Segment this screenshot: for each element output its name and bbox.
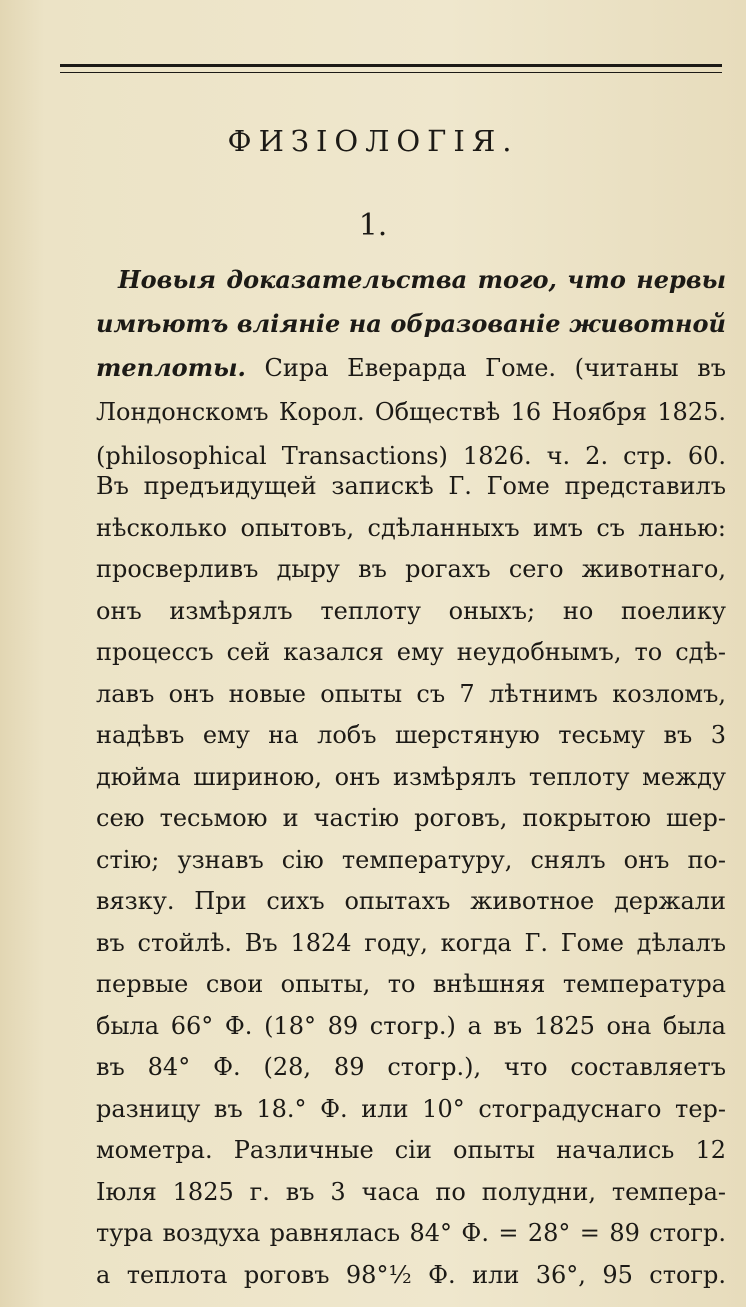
top-rule-thick (60, 64, 722, 67)
text-line: нѣсколько опытовъ, сдѣланныхъ имъ съ ланью: (96, 513, 726, 542)
text-line: просверливъ дыру въ рогахъ сего животнаго, (96, 555, 726, 583)
text-line: была 66° Ф. (18° 89 стогр.) а въ 1825 она была (96, 1011, 726, 1040)
top-rule-thin (60, 72, 722, 73)
text-line: процессъ сей казался ему неудобнымъ, то сдѣ- (96, 638, 726, 666)
text-line: а теплота роговъ 98°½ Ф. или 36°, 95 стогр. (96, 1260, 726, 1289)
text-line: тура воздуха равнялась 84° Ф. = 28° = 89 стогр. (96, 1219, 726, 1247)
text-line: вязку. При сихъ опытахъ животное держали (96, 887, 726, 915)
title-line: Новыя доказательства того, что нервы (118, 265, 726, 294)
text-line: Іюля 1825 г. въ 3 часа по полудни, темпера- (96, 1177, 726, 1206)
text-line: первые свои опыты, то внѣшняя температура (96, 970, 726, 998)
section-heading: ФИЗІОЛОГІЯ. (227, 124, 519, 158)
body-paragraph (96, 466, 726, 1296)
article-number: 1. (358, 208, 388, 243)
text-line: сею тесьмою и частію роговъ, покрытою шер- (96, 804, 726, 832)
text-line: надѣвъ ему на лобъ шерстяную тесьму въ 3 (96, 721, 726, 749)
text-line: разницу въ 18.° Ф. или 10° стоградуснаго тер- (96, 1094, 726, 1123)
text-line: въ 84° Ф. (28, 89 стогр.), что составляетъ (96, 1053, 726, 1081)
title-line: Лондонскомъ Корол. Обществѣ 16 Ноября 1825. (96, 398, 726, 426)
title-line: (philosophical Transactions) 1826. ч. 2. стр. 60. (96, 442, 726, 470)
title-line: теплоты. Сира Еверарда Гоме. (читаны въ (96, 353, 726, 382)
article-title (96, 258, 726, 478)
text-line: Въ предъидущей запискѣ Г. Гоме представилъ (96, 472, 726, 500)
text-line: мометра. Различные сіи опыты начались 12 (96, 1136, 726, 1164)
text-line: дюйма шириною, онъ измѣрялъ теплоту между (96, 762, 726, 791)
text-line: стію; узнавъ сію температуру, снялъ онъ по- (96, 845, 726, 874)
title-line: имѣютъ вліяніе на образованіе животной (96, 309, 726, 338)
text-line: въ стойлѣ. Въ 1824 году, когда Г. Гоме дѣлалъ (96, 928, 726, 957)
text-line: онъ измѣрялъ теплоту оныхъ; но поелику (96, 596, 726, 625)
text-line: лавъ онъ новые опыты съ 7 лѣтнимъ козломъ, (96, 679, 726, 708)
